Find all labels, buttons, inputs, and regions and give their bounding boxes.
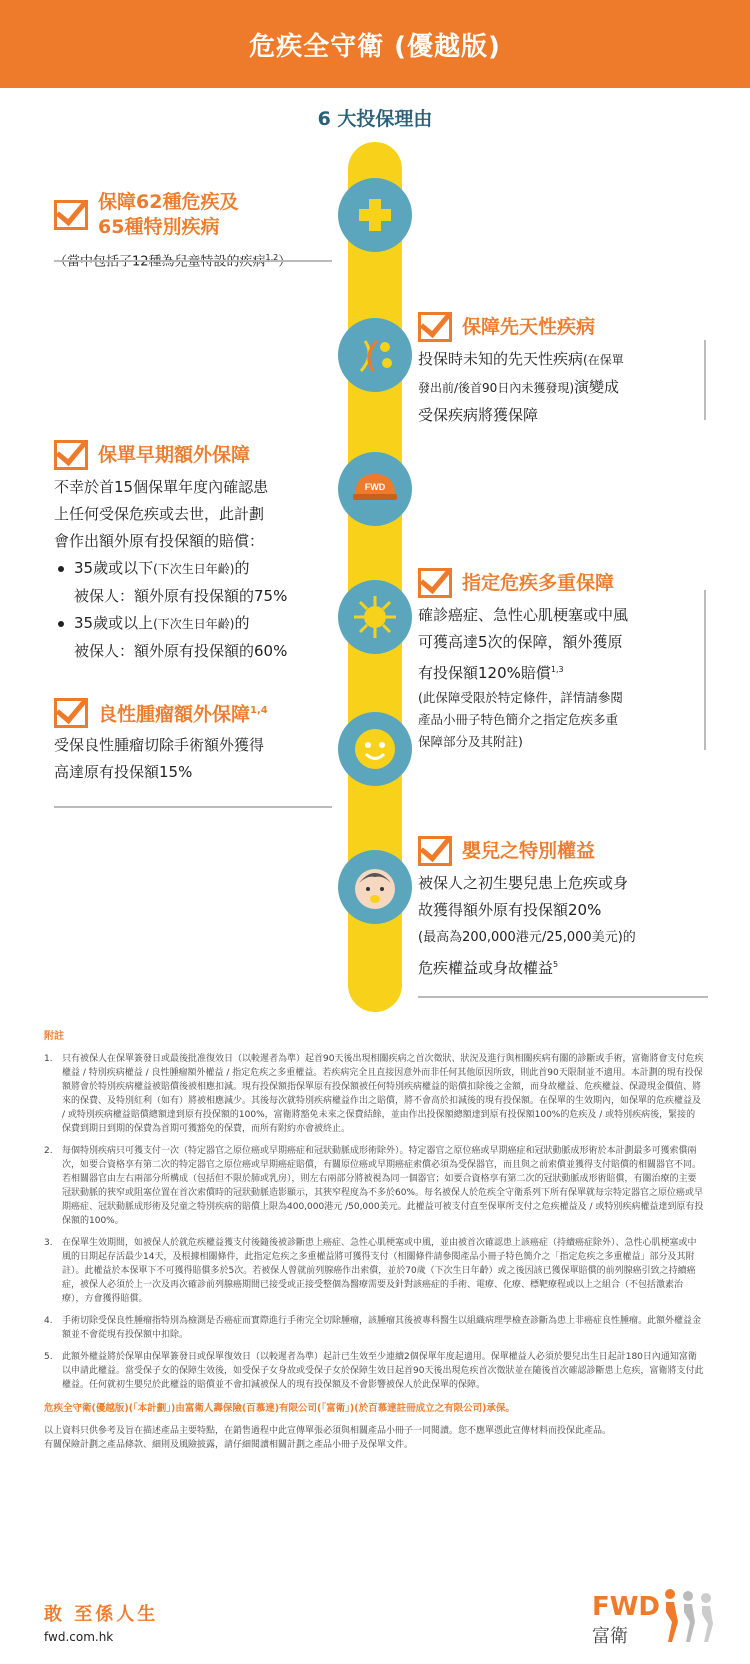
reason-title: 保障先天性疾病 bbox=[462, 315, 596, 338]
reason-title: 嬰兒之特別權益 bbox=[462, 839, 596, 862]
reason-1 bbox=[54, 190, 324, 275]
footer bbox=[44, 1600, 158, 1644]
checkbox-icon bbox=[418, 312, 452, 342]
reason-body: 不幸於首15個保單年度內確認患 上任何受保危疾或去世，此計劃 會作出額外原有投保額的賠償： 35歲或以下(下次生日年齡)的 被保人：額外原有投保額的75% 35歲或以上(下次生日年齡)的 被保人：額外原有投保額的60% bbox=[54, 474, 344, 665]
divider bbox=[704, 340, 706, 420]
list-item: 35歲或以上(下次生日年齡)的 被保人：額外原有投保額的60% bbox=[54, 610, 344, 665]
divider bbox=[54, 260, 332, 262]
reason-title: 保單早期額外保障 bbox=[98, 443, 251, 466]
note-item: 4. 手術切除受保良性腫瘤指特別為檢測是否癌症而實際進行手術完全切除腫瘤，該腫瘤其後被專科醫生以組織病理學檢查診斷為患上非癌症良性腫瘤。此額外權益金額並不會從現有投保額中扣除。 bbox=[44, 1316, 702, 1340]
underwriter-note: 危疾全守衛(優越版)(「本計劃」)由富衛人壽保險(百慕達)有限公司(「富衛」)(於百慕達註冊成立之有限公司)承保。 bbox=[44, 1403, 515, 1414]
divider bbox=[54, 806, 332, 808]
reason-title: 良性腫瘤額外保障$^{1,4}$ bbox=[98, 703, 268, 726]
fwd-helmet-icon bbox=[338, 452, 412, 526]
title-banner bbox=[0, 0, 750, 88]
reason-6 bbox=[418, 836, 708, 982]
page-title: 危疾全守衛 (優越版) bbox=[249, 31, 501, 62]
note-item: 1. 只有被保人在保單簽發日或最後批准復效日（以較遲者為準）起首90天後出現相關疾病之首次徵狀、狀況及進行與相關疾病有關的診斷或手術，富衛將會支付危疾權益 / 特別疾病權益 / 良性腫瘤額外權益 / 指定危疾之多重權益。若疾病完全且直接因意外而非任何其他原因所致，則此首90天限制並不適用。本計劃的現有投保額將會於特別疾病權益被賠償後被相應扣減。現有投保額指保單原有投保額被任何特別疾病權益的賠償扣除後之金額，而身故權益、危疾權益、保證現金價值、將來的保費、及特別紅利（如有）將被相應減少。其後每次就特別疾病權益作出之賠償，將不會高於扣減後的現有投保額。在保單的生效期內，如保單的危疾權益及 / 或特別疾病權益賠償總額達到原有投保額的100%，富衛將豁免未來之保費結餘，並由作出投保額總額達到原有投保額100%的危疾及 / 或特別疾病後，緊接的保費到期日到期的保費為首期可獲豁免的保費，而所有附約亦會被終止。 bbox=[44, 1054, 704, 1134]
note-item: 2. 每個特別疾病只可獲支付一次（特定器官之原位癌或早期癌症和冠狀動脈成形術除外）。特定器官之原位癌或早期癌症和冠狀動脈成形術於本計劃最多可獲索償兩次，如要合資格享有第二次的特定器官之原位癌或早期癌症賠償，有關原位癌或早期癌症索償必須為受保器官，而且與之前索償並獲得支付賠償的相關器官不同。若相關器官由左右兩部分所構成（包括但不限於肺或乳房），則左右兩部分將被視為同一個器官；如要合資格享有第二次的冠狀動脈成形術賠償，有關治療的主要冠狀動脈的狹窄或阻塞位置在首次索償時的冠狀動脈造影顯示，其狹窄程度為不多於60%。每名被保人於危疾全守衛系列下所有保單就每宗特定器官之原位癌或早期癌症、冠狀動脈成形術及兒童之特別疾病的賠償上限為400,000港元 /50,000美元。此權益可被支付直至保單所支付之危疾權益及 / 或特別疾病權益達到原有投保額的100%。 bbox=[44, 1146, 704, 1226]
reason-body: 被保人之初生嬰兒患上危疾或身 故獲得額外原有投保額20% (最高為200,000港元/25,000美元)的 危疾權益或身故權益$^5$ bbox=[418, 874, 636, 977]
website-link[interactable]: fwd.com.hk bbox=[44, 1630, 114, 1644]
checkbox-icon bbox=[54, 200, 88, 230]
virus-icon bbox=[338, 580, 412, 654]
reason-4 bbox=[418, 568, 708, 753]
dna-icon bbox=[338, 318, 412, 392]
reason-body: （當中包括了12種為兒童特設的疾病$^{1,2}$） bbox=[54, 253, 292, 270]
reason-2 bbox=[418, 312, 708, 429]
reason-body: 確診癌症、急性心肌梗塞或中風 可獲高達5次的保障，額外獲原 有投保額120%賠償$^{1,3}$ (此保障受限於特定條件，詳情請參閱 產品小冊子特色簡介之指定危疾多重 保障部分及其附註) bbox=[418, 606, 629, 749]
notes-title: 附註 bbox=[44, 1031, 64, 1042]
checkbox-icon bbox=[418, 568, 452, 598]
reason-body: 受保良性腫瘤切除手術額外獲得 高達原有投保額15% bbox=[54, 736, 265, 781]
checkbox-icon bbox=[418, 836, 452, 866]
reason-3 bbox=[54, 440, 344, 665]
reason-title: 指定危疾多重保障 bbox=[462, 571, 615, 594]
list-item: 35歲或以下(下次生日年齡)的 被保人：額外原有投保額的75% bbox=[54, 555, 344, 610]
disclaimer: 以上資料只供參考及旨在描述產品主要特點，在銷售過程中此宣傳單張必須與相關產品小冊子一同閱讀。您不應單憑此宣傳材料而投保此產品。 有關保險計劃之產品條款、細則及風險披露，請仔細閱讀相關計劃之產品小冊子及保單文件。 bbox=[44, 1426, 612, 1450]
checkbox-icon bbox=[54, 698, 88, 728]
fwd-logo: FWD 富衛 bbox=[591, 1592, 660, 1647]
page-subtitle: 6 大投保理由 bbox=[317, 108, 433, 130]
reason-5 bbox=[54, 698, 344, 786]
footnotes bbox=[44, 1030, 704, 1452]
checkbox-icon bbox=[54, 440, 88, 470]
baby-icon bbox=[338, 850, 412, 924]
note-item: 5. 此額外權益將於保單由保單簽發日或保單復效日（以較遲者為準）起計已生效至少連續2個保單年度起適用。保單權益人必須於嬰兒出生日起計180日內通知富衛以申請此權益。當受保子女的保障生效後，如受保子女身故或受保子女於保障生效日起首90天後出現危疾首次徵狀並在隨後首次確認診斷患上危疾，富衛將支付此權益。任何就初生嬰兒於此權益的賠償並不會扣減被保人的現有投保額及不會影響被保人於此保單的保障。 bbox=[44, 1352, 704, 1390]
reason-title: 保障62種危疾及 65種特別疾病 bbox=[98, 191, 239, 238]
age-list bbox=[54, 555, 344, 665]
divider bbox=[418, 996, 708, 998]
cross-icon bbox=[338, 178, 412, 252]
note-item: 3. 在保單生效期間，如被保人於就危疾權益獲支付後隨後被診斷患上癌症、急性心肌梗塞或中風，並由被首次確認患上該癌症（持續癌症除外）、急性心肌梗塞或中風的日期起存活最少14天，及根據相關條件，此指定危疾之多重權益將可獲得支付（相關條件請參閱產品小冊子特色簡介之「指定危疾之多重權益」部分及其附註）。此權益於本保單下不可獲得賠償多於5次。若被保人曾就前列腺癌作出索償，並於70歲（下次生日年齡）或之後因該已獲保單賠償的前列腺癌引致之持續癌症，被保人必須於上一次及再次確診前列腺癌期間已接受或正接受整個為醫療需要及針對該癌症的手術、電療、化療、標靶療程或以上之組合（不包括激素治療），方會獲得賠償。 bbox=[44, 1238, 697, 1304]
slogan: 敢 至係人生 bbox=[44, 1604, 159, 1625]
runners-icon bbox=[656, 1584, 720, 1654]
divider bbox=[704, 590, 706, 750]
svg-text:FWD: FWD bbox=[364, 482, 386, 492]
reason-body: 投保時未知的先天性疾病(在保單 發出前/後首90日內未獲發現)演變成 受保疾病將獲保障 bbox=[418, 350, 624, 424]
smile-icon bbox=[338, 712, 412, 786]
